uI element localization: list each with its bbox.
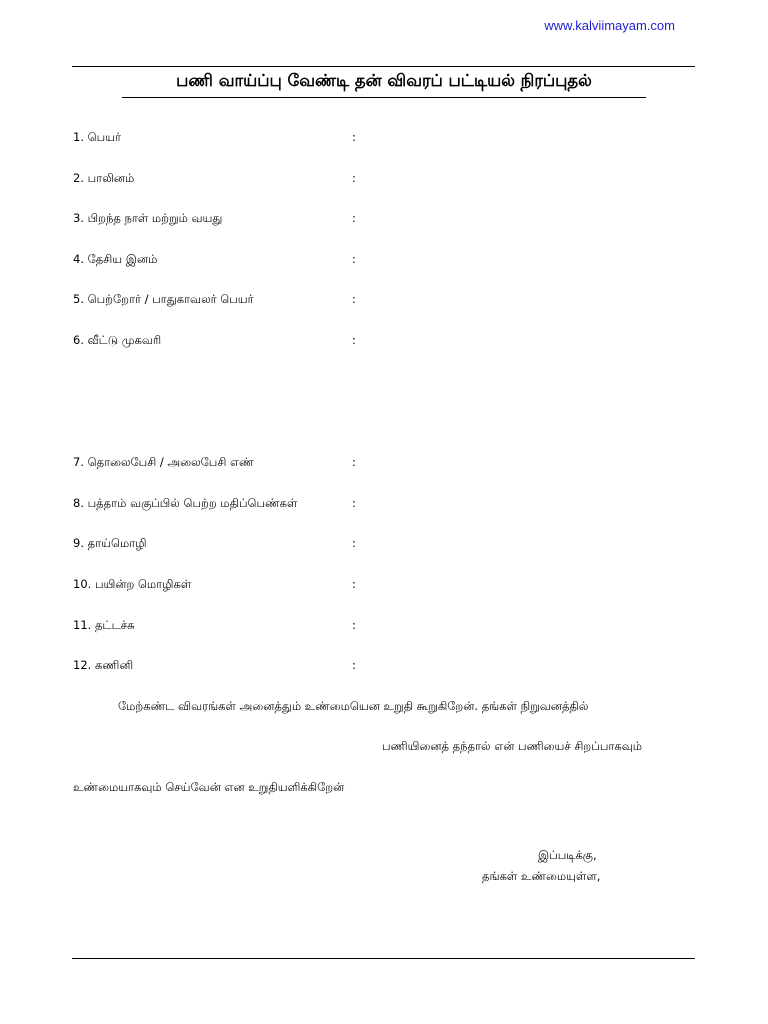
field-label: 6. வீட்டு முகவரி	[73, 333, 162, 347]
field-colon: :	[352, 130, 356, 144]
title-underline	[122, 97, 646, 98]
declaration-line-1: மேற்கண்ட விவரங்கள் அனைத்தும் உண்மையென உறுதி கூறுகிறேன். தங்கள் நிறுவனத்தில்	[118, 699, 589, 713]
field-label: 11. தட்டச்சு	[73, 618, 135, 632]
signoff-faithfully: தங்கள் உண்மையுள்ள,	[482, 869, 601, 883]
website-link[interactable]: www.kalviimayam.com	[544, 18, 675, 33]
field-colon: :	[352, 171, 356, 185]
field-colon: :	[352, 252, 356, 266]
field-colon: :	[352, 618, 356, 632]
field-colon: :	[352, 211, 356, 225]
field-label: 12. கணினி	[73, 658, 134, 672]
field-label: 7. தொலைபேசி / அலைபேசி எண்	[73, 455, 254, 469]
field-colon: :	[352, 455, 356, 469]
field-colon: :	[352, 577, 356, 591]
field-colon: :	[352, 496, 356, 510]
field-label: 9. தாய்மொழி	[73, 536, 147, 550]
field-label: 1. பெயர்	[73, 130, 122, 144]
field-label: 10. பயின்ற மொழிகள்	[73, 577, 192, 591]
field-colon: :	[352, 536, 356, 550]
field-label: 4. தேசிய இனம்	[73, 252, 158, 266]
top-divider	[72, 66, 695, 67]
form-title: பணி வாய்ப்பு வேண்டி தன் விவரப் பட்டியல் நிரப்புதல்	[176, 71, 592, 90]
field-colon: :	[352, 292, 356, 306]
field-label: 5. பெற்றோர் / பாதுகாவலர் பெயர்	[73, 292, 254, 306]
field-label: 2. பாலினம்	[73, 171, 135, 185]
declaration-line-3: உண்மையாகவும் செய்வேன் என உறுதியளிக்கிறேன்	[73, 780, 345, 794]
field-colon: :	[352, 658, 356, 672]
declaration-line-2: பணியினைத் தந்தால் என் பணியைச் சிறப்பாகவும்	[382, 739, 642, 753]
field-colon: :	[352, 333, 356, 347]
field-label: 3. பிறந்த நாள் மற்றும் வயது	[73, 211, 223, 225]
field-label: 8. பத்தாம் வகுப்பில் பெற்ற மதிப்பெண்கள்	[73, 496, 298, 510]
bottom-divider	[72, 958, 695, 959]
signoff-yours: இப்படிக்கு,	[538, 848, 597, 862]
